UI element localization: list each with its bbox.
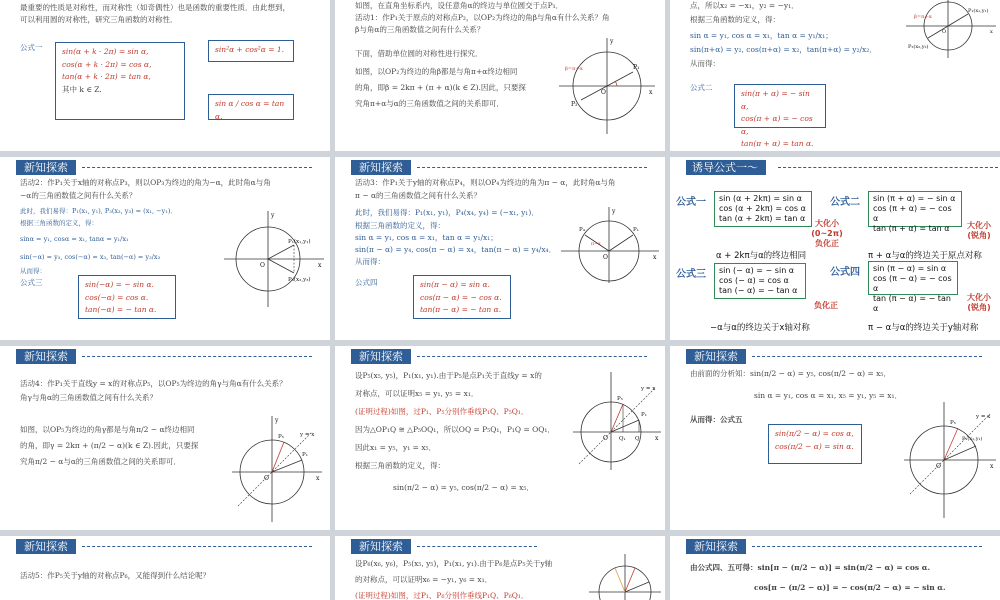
fig-label: y (610, 38, 614, 45)
formula-line: tan(π + α) = tan α. (741, 139, 814, 148)
fig-label: y (271, 212, 275, 219)
header-tag: 新知探索 (16, 349, 76, 364)
slide-activity-one[interactable] (335, 0, 665, 151)
text-line: 从而得： (355, 257, 385, 266)
formula-label: 公式一 (676, 197, 706, 208)
fig-label: P₂ (571, 101, 578, 108)
fig-label: β=π+α (914, 14, 932, 20)
text-line: 此时，我们易得：P₁(x₁, y₁)，P₄(x₄, y₄) = (−x₁, y₁)． (355, 208, 539, 217)
fig-label: x (649, 89, 653, 96)
fig-label: π−α (591, 242, 601, 247)
formula-label: 公式三 (20, 278, 43, 287)
slide-activity-two[interactable] (0, 157, 330, 340)
fig-label: y (275, 417, 279, 424)
formula-line: cos (π − α) = − cos α (873, 274, 952, 293)
slide-formula-five[interactable] (670, 346, 1000, 530)
formula-line: sin(α + k · 2π) = sin α, (62, 47, 149, 56)
text-line: 根据三角函数的定义，得： (355, 221, 445, 230)
fig-label: P₁(x₁,y₁) (968, 8, 989, 14)
rule-note (808, 301, 844, 311)
unit-circle-figure (557, 36, 657, 136)
formula-line: cos(α + k · 2π) = cos α, (62, 59, 152, 69)
text-line: 的对称点，可以证明x₆ = −y₁, y₆ = x₁． (355, 575, 493, 584)
fig-label: P₃(x₃,y₃) (288, 277, 311, 283)
slide-header (16, 349, 312, 364)
fig-label: O (936, 463, 941, 470)
text-line: 究角π/2 − α与α的三角函数值之间的关系即可． (20, 457, 181, 466)
note-line: (0~2π) (811, 229, 843, 238)
text-line: 究角π+α与α的三角函数值之间的关系即可． (355, 99, 504, 108)
text-line: 设P₅(x₅, y₅)，P₁(x₁, y₁).由于P₅是点P₁关于直线y = x的 (355, 371, 542, 380)
note-line: 大化小 (967, 293, 991, 302)
text-line: sin α = y₁, cos α = x₁，tan α = y₁/x₁； (690, 31, 833, 40)
slide-header (686, 539, 982, 554)
slide-induction-summary[interactable] (670, 157, 1000, 340)
text-line: 活动1：作P₁关于原点的对称点P₂，以OP₂为终边的角β与角α有什么关系？角 (355, 13, 610, 22)
fig-label: P₁(x₁,y₁) (962, 436, 983, 442)
header-tag: 新知探索 (16, 160, 76, 175)
formula-box (714, 263, 806, 299)
note-line: 负化正 (815, 239, 839, 248)
fig-label: P₅ (278, 434, 284, 440)
fig-label: Q (635, 436, 640, 442)
fig-label: x (653, 254, 657, 261)
formula-box (55, 42, 185, 120)
header-tag: 新知探索 (351, 160, 411, 175)
fig-label: P₁ (302, 452, 308, 458)
formula-line: cos(−α) = cos α. (85, 292, 149, 302)
formula-caption: π + α与α的终边关于原点对称 (868, 251, 982, 261)
header-tag: 新知探索 (351, 349, 411, 364)
text-line: 从而得： (690, 59, 720, 68)
formula-line: tan (π + α) = tan α (873, 224, 950, 233)
fig-label: y = x (300, 432, 315, 438)
formula-line: sin (− α) = − sin α (719, 266, 795, 275)
fig-label: P₁ (641, 412, 647, 418)
slide-header (351, 349, 647, 364)
fig-label: β=π+α (565, 66, 583, 72)
fig-label: O (603, 254, 608, 261)
unit-circle-figure (228, 412, 324, 524)
header-tag: 新知探索 (351, 539, 411, 554)
formula-box (78, 275, 176, 319)
fig-label: O (260, 262, 265, 269)
fig-label: Q₁ (619, 436, 626, 442)
unit-circle-figure (904, 0, 998, 60)
text-line: 因为△OP₁Q ≅ △P₅OQ₁，所以OQ = P₅Q₁，P₁Q = OQ₁． (355, 425, 555, 434)
summary-title: 诱导公式一～四 (686, 160, 766, 175)
text-line: 根据三角函数的定义，得： (20, 219, 98, 227)
formula-line: 其中 k ∈ Z. (62, 84, 102, 94)
unit-circle-figure (587, 552, 663, 600)
fig-label: y (612, 208, 616, 215)
text-line: (证明过程)如图，过P₁、P₅分别作垂线P₁Q、P₅Q₁． (355, 407, 529, 416)
slide-header (16, 539, 312, 554)
slide-activity-four[interactable] (0, 346, 330, 530)
slide-proof-six[interactable] (335, 536, 665, 600)
slide-derived-formulas[interactable] (670, 536, 1000, 600)
slide-activity-five[interactable] (0, 536, 330, 600)
intro-line: 可以利用圆的对称性，研究三角函数的对称性． (20, 15, 178, 24)
formula-box (868, 261, 958, 313)
header-tag: 新知探索 (686, 539, 746, 554)
text-line: 从而得：公式五 (690, 415, 743, 424)
formula-label: 公式四 (355, 278, 378, 287)
text-line: 从而得： (20, 267, 46, 275)
text-line: 角γ与角α的三角函数值之间有什么关系？ (20, 393, 158, 402)
text-line: 活动3：作P₁关于y轴的对称点P₄，则以OP₄为终边的角为π − α，此时角α与角 (355, 178, 616, 187)
slide-activity-three[interactable] (335, 157, 665, 340)
rule-note (960, 293, 998, 313)
text-line: −α的三角函数值之间有什么关系？ (20, 191, 137, 200)
header-tag: 新知探索 (686, 349, 746, 364)
formula-label: 公式二 (690, 83, 713, 92)
fig-label: O (603, 435, 608, 442)
formula-box (768, 424, 862, 464)
identity-box: sin α / cos α = tan α. (208, 94, 294, 120)
fig-label: O (601, 89, 606, 96)
text-line: 对称点，可以证明x₅ = y₁, y₅ = x₁． (355, 389, 479, 398)
formula-line: cos(π − α) = − cos α. (420, 292, 502, 302)
unit-circle-figure (571, 368, 663, 472)
text-line: cos[π − (π/2 − α)] = − cos(π/2 − α) = − sin α. (754, 583, 946, 592)
formula-line: cos (π + α) = − cos α (873, 204, 952, 223)
text-line: sinα = y₁, cosα = x₁, tanα = y₁/x₁ (20, 235, 129, 243)
fig-label: P₄ (579, 227, 585, 233)
formula-line: tan(α + k · 2π) = tan α, (62, 72, 151, 81)
fig-label: P₅ (950, 420, 956, 426)
formula-caption: α + 2kπ与α的终边相同 (716, 251, 807, 261)
text-line: 由公式四、五可得：sin[π − (π/2 − α)] = sin(π/2 − α) = cos α. (690, 563, 931, 572)
formula-box (734, 84, 826, 148)
formula-line: sin(π/2 − α) = cos α, (775, 429, 854, 438)
rule-note (810, 219, 844, 249)
formula-line: tan (α + 2kπ) = tan α (719, 214, 806, 223)
formula-line: sin(π + α) = − sin α, (741, 89, 810, 111)
text-line: 此时，我们易得：P₁(x₁, y₁), P₃(x₃, y₃) = (x₁, −y₁)． (20, 207, 177, 215)
slide-header (351, 539, 537, 554)
fig-label: P₅ (617, 396, 623, 402)
formula-line: tan(−α) = − tan α. (85, 305, 157, 314)
text-line: 点，所以x₂ = −x₁，y₂ = −y₁． (690, 1, 799, 10)
text-line: 如图，以OP₂为终边的角β都是与角π+α终边相同 (355, 67, 518, 76)
note-line: (锐角) (967, 231, 991, 240)
formula-label: 公式二 (830, 197, 860, 208)
text-line: π − α的三角函数值之间有什么关系？ (355, 191, 482, 200)
text-line: 如图，在直角坐标系内，设任意角α的终边与单位圆交于点P₁． (355, 1, 564, 10)
text-line: 活动4：作P₁关于直线y = x的对称点P₅，以OP₅为终边的角γ与角α有什么关系？ (20, 379, 287, 388)
formula-line: cos(π + α) = − cos α, (741, 114, 813, 136)
text-line: β与角α的三角函数值之间有什么关系？ (355, 25, 485, 34)
formula-caption: π − α与α的终边关于y轴对称 (868, 323, 979, 333)
formula-label: 公式三 (676, 269, 706, 280)
formula-box (714, 191, 812, 227)
fig-label: x (655, 435, 659, 442)
slide-formula-two[interactable] (670, 0, 1000, 151)
text-line: 如图，以OP₅为终边的角γ都是与角π/2 − α终边相同 (20, 425, 195, 434)
formula-line: tan (− α) = − tan α (719, 286, 798, 295)
formula-line: sin(π − α) = sin α. (420, 280, 490, 289)
formula-line: tan(π − α) = − tan α. (420, 305, 502, 314)
text-line: (证明过程)如图，过P₁、P₆分别作垂线P₁Q、P₆Q₁． (355, 591, 529, 600)
formula-line: cos (− α) = cos α (719, 276, 789, 285)
rule-note (960, 221, 998, 241)
text-line: 的角，即β = 2kπ + (π + α)(k ∈ Z).因此，只要探 (355, 83, 526, 92)
text-line: 因此x₁ = y₅，y₁ = x₅． (355, 443, 437, 452)
slide-formula-one[interactable] (0, 0, 330, 151)
formula-line: sin (α + 2kπ) = sin α (719, 194, 802, 203)
fig-label: P₂(x₂,y₂) (908, 44, 929, 50)
note-line: 大化小 (967, 221, 991, 230)
formula-caption: −α与α的终边关于x轴对称 (710, 323, 810, 333)
text-line: sin(−α) = y₃, cos(−α) = x₃, tan(−α) = y₃/x₃ (20, 253, 161, 261)
slide-header (351, 160, 647, 175)
text-line: sin α = y₁, cos α = x₁, x₅ = y₁, y₅ = x₁． (754, 391, 902, 400)
text-line: sin(π/2 − α) = y₅, cos(π/2 − α) = x₅． (393, 483, 534, 492)
text-line: 根据三角函数的定义，得： (355, 461, 445, 470)
intro-line: 最重要的性质是对称性，而对称性（如奇偶性）也是函数的重要性质．由此想到， (20, 3, 290, 12)
formula-label: 公式四 (830, 267, 860, 278)
formula-line: cos (α + 2kπ) = cos α (719, 204, 806, 213)
fig-label: P₁(x₁,y₁) (288, 239, 311, 245)
formula-label: 公式一 (20, 43, 43, 52)
formula-box (413, 275, 511, 319)
text-line: sin(π − α) = y₄, cos(π − α) = x₄，tan(π − α) = y₄/x₄． (355, 245, 557, 254)
text-line: 设P₆(x₆, y₆)，P₅(x₅, y₅)，P₁(x₁, y₁).由于P₆是点P₅关于y轴 (355, 559, 553, 568)
text-line: 由前面的分析知：sin(π/2 − α) = y₅, cos(π/2 − α) = x₅． (690, 369, 891, 378)
formula-box (868, 191, 962, 233)
text-line: 根据三角函数的定义，得： (690, 15, 780, 24)
formula-line: sin (π − α) = sin α (873, 264, 947, 273)
header-tag: 新知探索 (16, 539, 76, 554)
slide-header (686, 349, 982, 364)
text-line: 活动5：作P₅关于y轴的对称点P₆，又能得到什么结论呢？ (20, 571, 211, 580)
slide-header (16, 160, 312, 175)
note-line: 负化正 (814, 301, 838, 310)
formula-line: sin(−α) = − sin α. (85, 280, 154, 289)
note-line: (锐角) (967, 303, 991, 312)
fig-label: O (942, 29, 947, 35)
formula-line: cos(π/2 − α) = sin α. (775, 441, 854, 451)
note-line: 大化小 (815, 219, 839, 228)
fig-label: y = x (976, 414, 991, 420)
identity-box: sin²α + cos²α = 1. (208, 40, 294, 62)
formula-line: tan (π − α) = − tan α (873, 294, 951, 313)
fig-label: x (318, 262, 322, 269)
text-line: 活动2：作P₁关于x轴的对称点P₃，则以OP₃为终边的角为−α，此时角α与角 (20, 178, 271, 187)
unit-circle-figure (559, 205, 661, 285)
unit-circle-figure (902, 400, 998, 520)
text-line: 下面，借助单位圆的对称性进行探究． (355, 49, 483, 58)
text-line: 的角，即γ = 2kπ + (π/2 − α)(k ∈ Z).因此，只要探 (20, 441, 199, 450)
fig-label: x (990, 463, 994, 470)
fig-label: P₁ (633, 227, 639, 233)
fig-label: O (264, 475, 269, 482)
fig-label: y = x (641, 386, 656, 392)
fig-label: x (990, 29, 993, 35)
text-line: sin(π+α) = y₂, cos(π+α) = x₂，tan(π+α) = y₂/x₂． (690, 45, 877, 54)
text-line: sin α = y₁, cos α = x₁，tan α = y₁/x₁； (355, 233, 498, 242)
unit-circle-figure (222, 209, 326, 309)
slide-proof-five[interactable] (335, 346, 665, 530)
fig-label: x (316, 475, 320, 482)
fig-label: P₁ (633, 64, 640, 71)
formula-line: sin (π + α) = − sin α (873, 194, 956, 203)
